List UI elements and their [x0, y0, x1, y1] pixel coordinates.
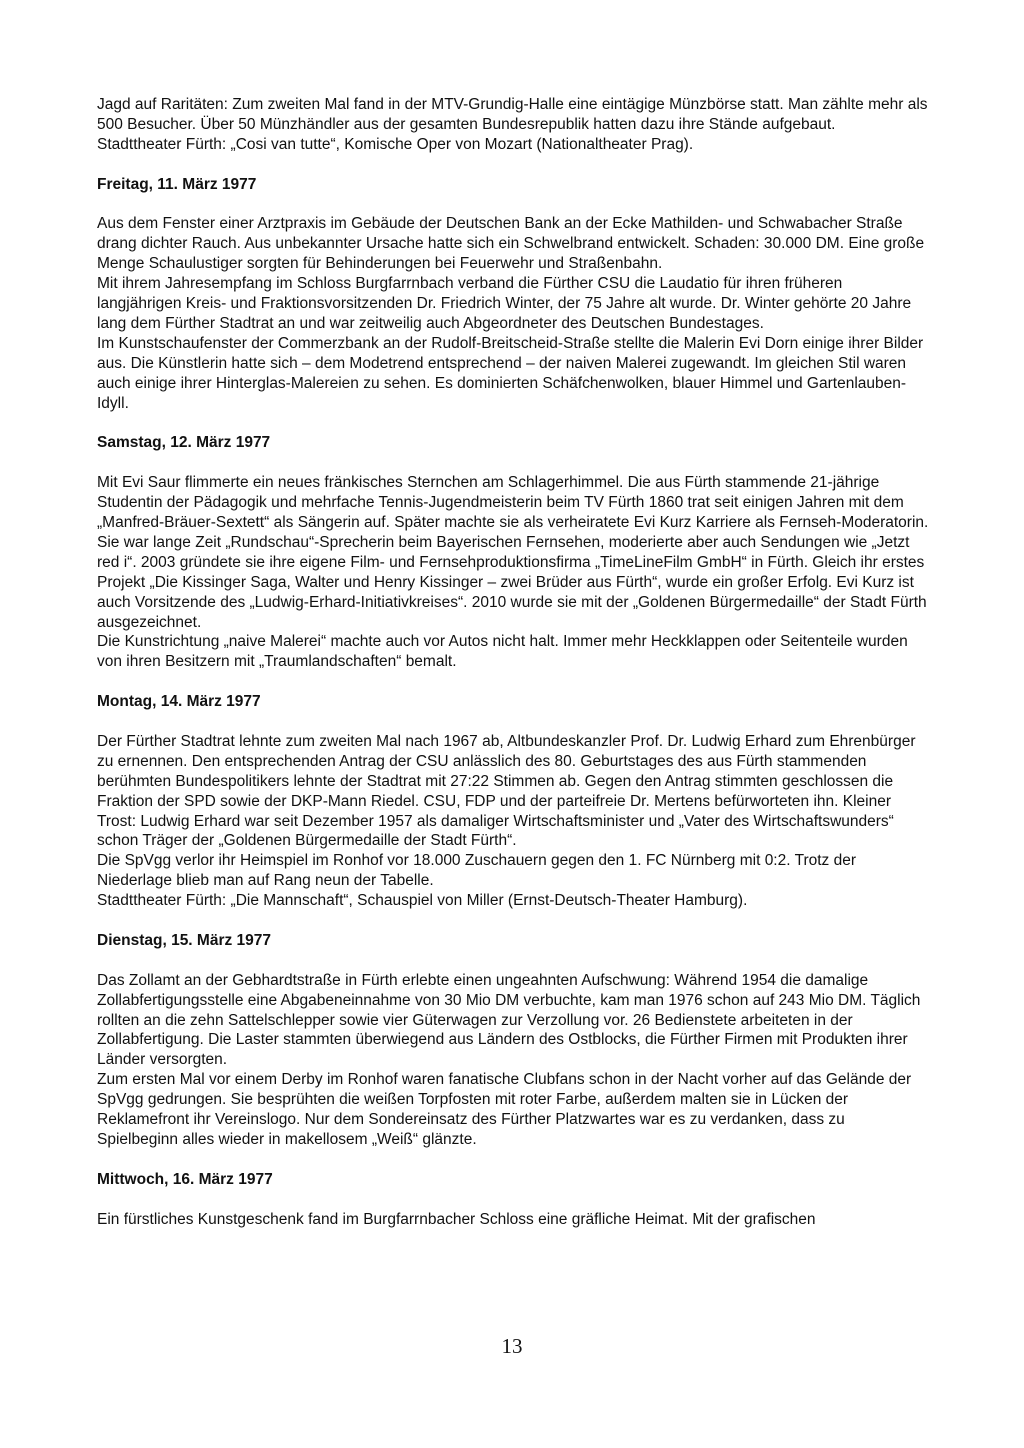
paragraph-jahresempfang-csu: Mit ihrem Jahresempfang im Schloss Burgfarrnbach verband die Fürther CSU die Laudatio für ihren früheren langjährigen Kreis- und Fraktionsvorsitzenden Dr. Friedrich Winter, der 75 Jahre alt wurde. Dr. Winter gehörte 20 Jahre lang dem Fürther Stadtrat an und war zeitweilig auch Abgeordneter des Deutschen Bundestages. [97, 275, 912, 332]
document-body [97, 95, 930, 1230]
date-heading-montag-14-maerz: Montag, 14. März 1977 [97, 693, 261, 711]
paragraph-derby-clubfans: Zum ersten Mal vor einem Derby im Ronhof waren fanatische Clubfans schon in der Nacht vorher auf das Gelände der SpVgg gedrungen. Sie besprühten die weißen Torpfosten mit roter Farbe, außerdem malten sie in Lücken der Reklamefront ihr Vereinslogo. Nur dem Sondereinsatz des Fürther Platzwartes war es zu verdanken, dass zu Spielbeginn alles wieder in makellosem „Weiß“ glänzte. [97, 1071, 912, 1148]
paragraph-stadtrat-erhard: Der Fürther Stadtrat lehnte zum zweiten Mal nach 1967 ab, Altbundeskanzler Prof. Dr. Ludwig Erhard zum Ehrenbürger zu ernennen. Den entsprechenden Antrag der CSU anlässlich des 80. Geburtstages des aus Fürth stammenden berühmten Bundespolitikers lehnte der Stadtrat mit 27:22 Stimmen ab. Gegen den Antrag stimmten geschlossen die Fraktion der SPD sowie der DKP-Mann Riedel. CSU, FDP und der parteifreie Dr. Mertens befürworteten ihn. Kleiner Trost: Ludwig Erhard war seit Dezember 1957 als damaliger Wirtschaftsminister und „Vater des Wirtschaftswunders“ schon Träger der „Goldenen Bürgermedaille der Stadt Fürth“. [97, 732, 916, 850]
paragraph-evi-saur: Mit Evi Saur flimmerte ein neues fränkisches Sternchen am Schlagerhimmel. Die aus Fürth stammende 21-jährige Studentin der Pädagogik und mehrfache Tennis-Jugendmeisterin beim TV Fürth 1860 trat seit einigen Jahren mit dem „Manfred-Bräuer-Sextett“ als Sängerin auf. Später machte sie als verheiratete Evi Kurz Karriere als Fernseh-Moderatorin. Sie war lange Zeit „Rundschau“-Sprecherin beim Bayerischen Fernsehen, moderierte aber auch Sendungen wie „Jetzt red i“. 2003 gründete sie ihre eigene Film- und Fernsehproduktionsfirma „TimeLineFilm GmbH“ in Fürth. Gleich ihr erstes Projekt „Die Kissinger Saga, Walter und Henry Kissinger – zwei Brüder aus Fürth“, wurde ein großer Erfolg. Evi Kurz ist auch Vorsitzende des „Ludwig-Erhard-Initiativkreises“. 2010 wurde sie mit der „Goldenen Bürgermedaille“ der Stadt Fürth ausgezeichnet. [97, 474, 929, 631]
paragraph-stadttheater-mannschaft: Stadttheater Fürth: „Die Mannschaft“, Schauspiel von Miller (Ernst-Deutsch-Theater Hamburg). [97, 892, 748, 910]
paragraph-naive-malerei-autos: Die Kunstrichtung „naive Malerei“ machte auch vor Autos nicht halt. Immer mehr Heckklappen oder Seitenteile wurden von ihren Besitzern mit „Traumlandschaften“ bemalt. [97, 633, 908, 671]
date-heading-freitag-11-maerz: Freitag, 11. März 1977 [97, 175, 257, 193]
paragraph-stadttheater-cosi: Stadttheater Fürth: „Cosi van tutte“, Komische Oper von Mozart (Nationaltheater Prag). [97, 135, 694, 153]
date-heading-dienstag-15-maerz: Dienstag, 15. März 1977 [97, 931, 272, 949]
paragraph-zollamt: Das Zollamt an der Gebhardtstraße in Fürth erlebte einen ungeahnten Aufschwung: Während 1954 die damalige Zollabfertigungsstelle eine Abgabeneinnahme von 30 Mio DM verbuchte, kam man 1976 schon auf 243 Mio DM. Täglich rollten an die zehn Sattelschlepper sowie vier Güterwagen zur Verzollung vor. 26 Bedienstete arbeiteten in der Zollabfertigung. Die Laster stammten überwiegend aus Ländern des Ostblocks, die Fürther Firmen mit Produkten ihrer Länder versorgten. [97, 971, 921, 1069]
paragraph-muenzboerse: Jagd auf Raritäten: Zum zweiten Mal fand in der MTV-Grundig-Halle eine eintägige Münzbörse statt. Man zählte mehr als 500 Besucher. Über 50 Münzhändler aus der gesamten Bundesrepublik hatten dazu ihre Stände aufgebaut. [97, 96, 928, 133]
paragraph-kunstschaufenster: Im Kunstschaufenster der Commerzbank an der Rudolf-Breitscheid-Straße stellte die Malerin Evi Dorn einige ihrer Bilder aus. Die Künstlerin hatte sich – dem Modetrend entsprechend – der naiven Malerei zugewandt. Im gleichen Stil waren auch einige ihrer Hinterglas-Malereien zu sehen. Es dominierten Schäfchenwolken, blauer Himmel und Gartenlauben-Idyll. [97, 334, 924, 412]
paragraph-spvgg-heimspiel: Die SpVgg verlor ihr Heimspiel im Ronhof vor 18.000 Zuschauern gegen den 1. FC Nürnberg mit 0:2. Trotz der Niederlage blieb man auf Rang neun der Tabelle. [97, 852, 857, 890]
date-heading-mittwoch-16-maerz: Mittwoch, 16. März 1977 [97, 1170, 273, 1188]
paragraph-schwelbrand: Aus dem Fenster einer Arztpraxis im Gebäude der Deutschen Bank an der Ecke Mathilden- und Schwabacher Straße drang dichter Rauch. Aus unbekannter Ursache hatte sich ein Schwelbrand entwickelt. Schaden: 30.000 DM. Eine große Menge Schaulustiger sorgten für Behinderungen bei Feuerwehr und Straßenbahn. [97, 215, 925, 273]
date-heading-samstag-12-maerz: Samstag, 12. März 1977 [97, 434, 271, 452]
page-number: 13 [501, 1334, 523, 1358]
paragraph-kunstgeschenk: Ein fürstliches Kunstgeschenk fand im Burgfarrnbacher Schloss eine gräfliche Heimat. Mit der grafischen [97, 1210, 816, 1228]
